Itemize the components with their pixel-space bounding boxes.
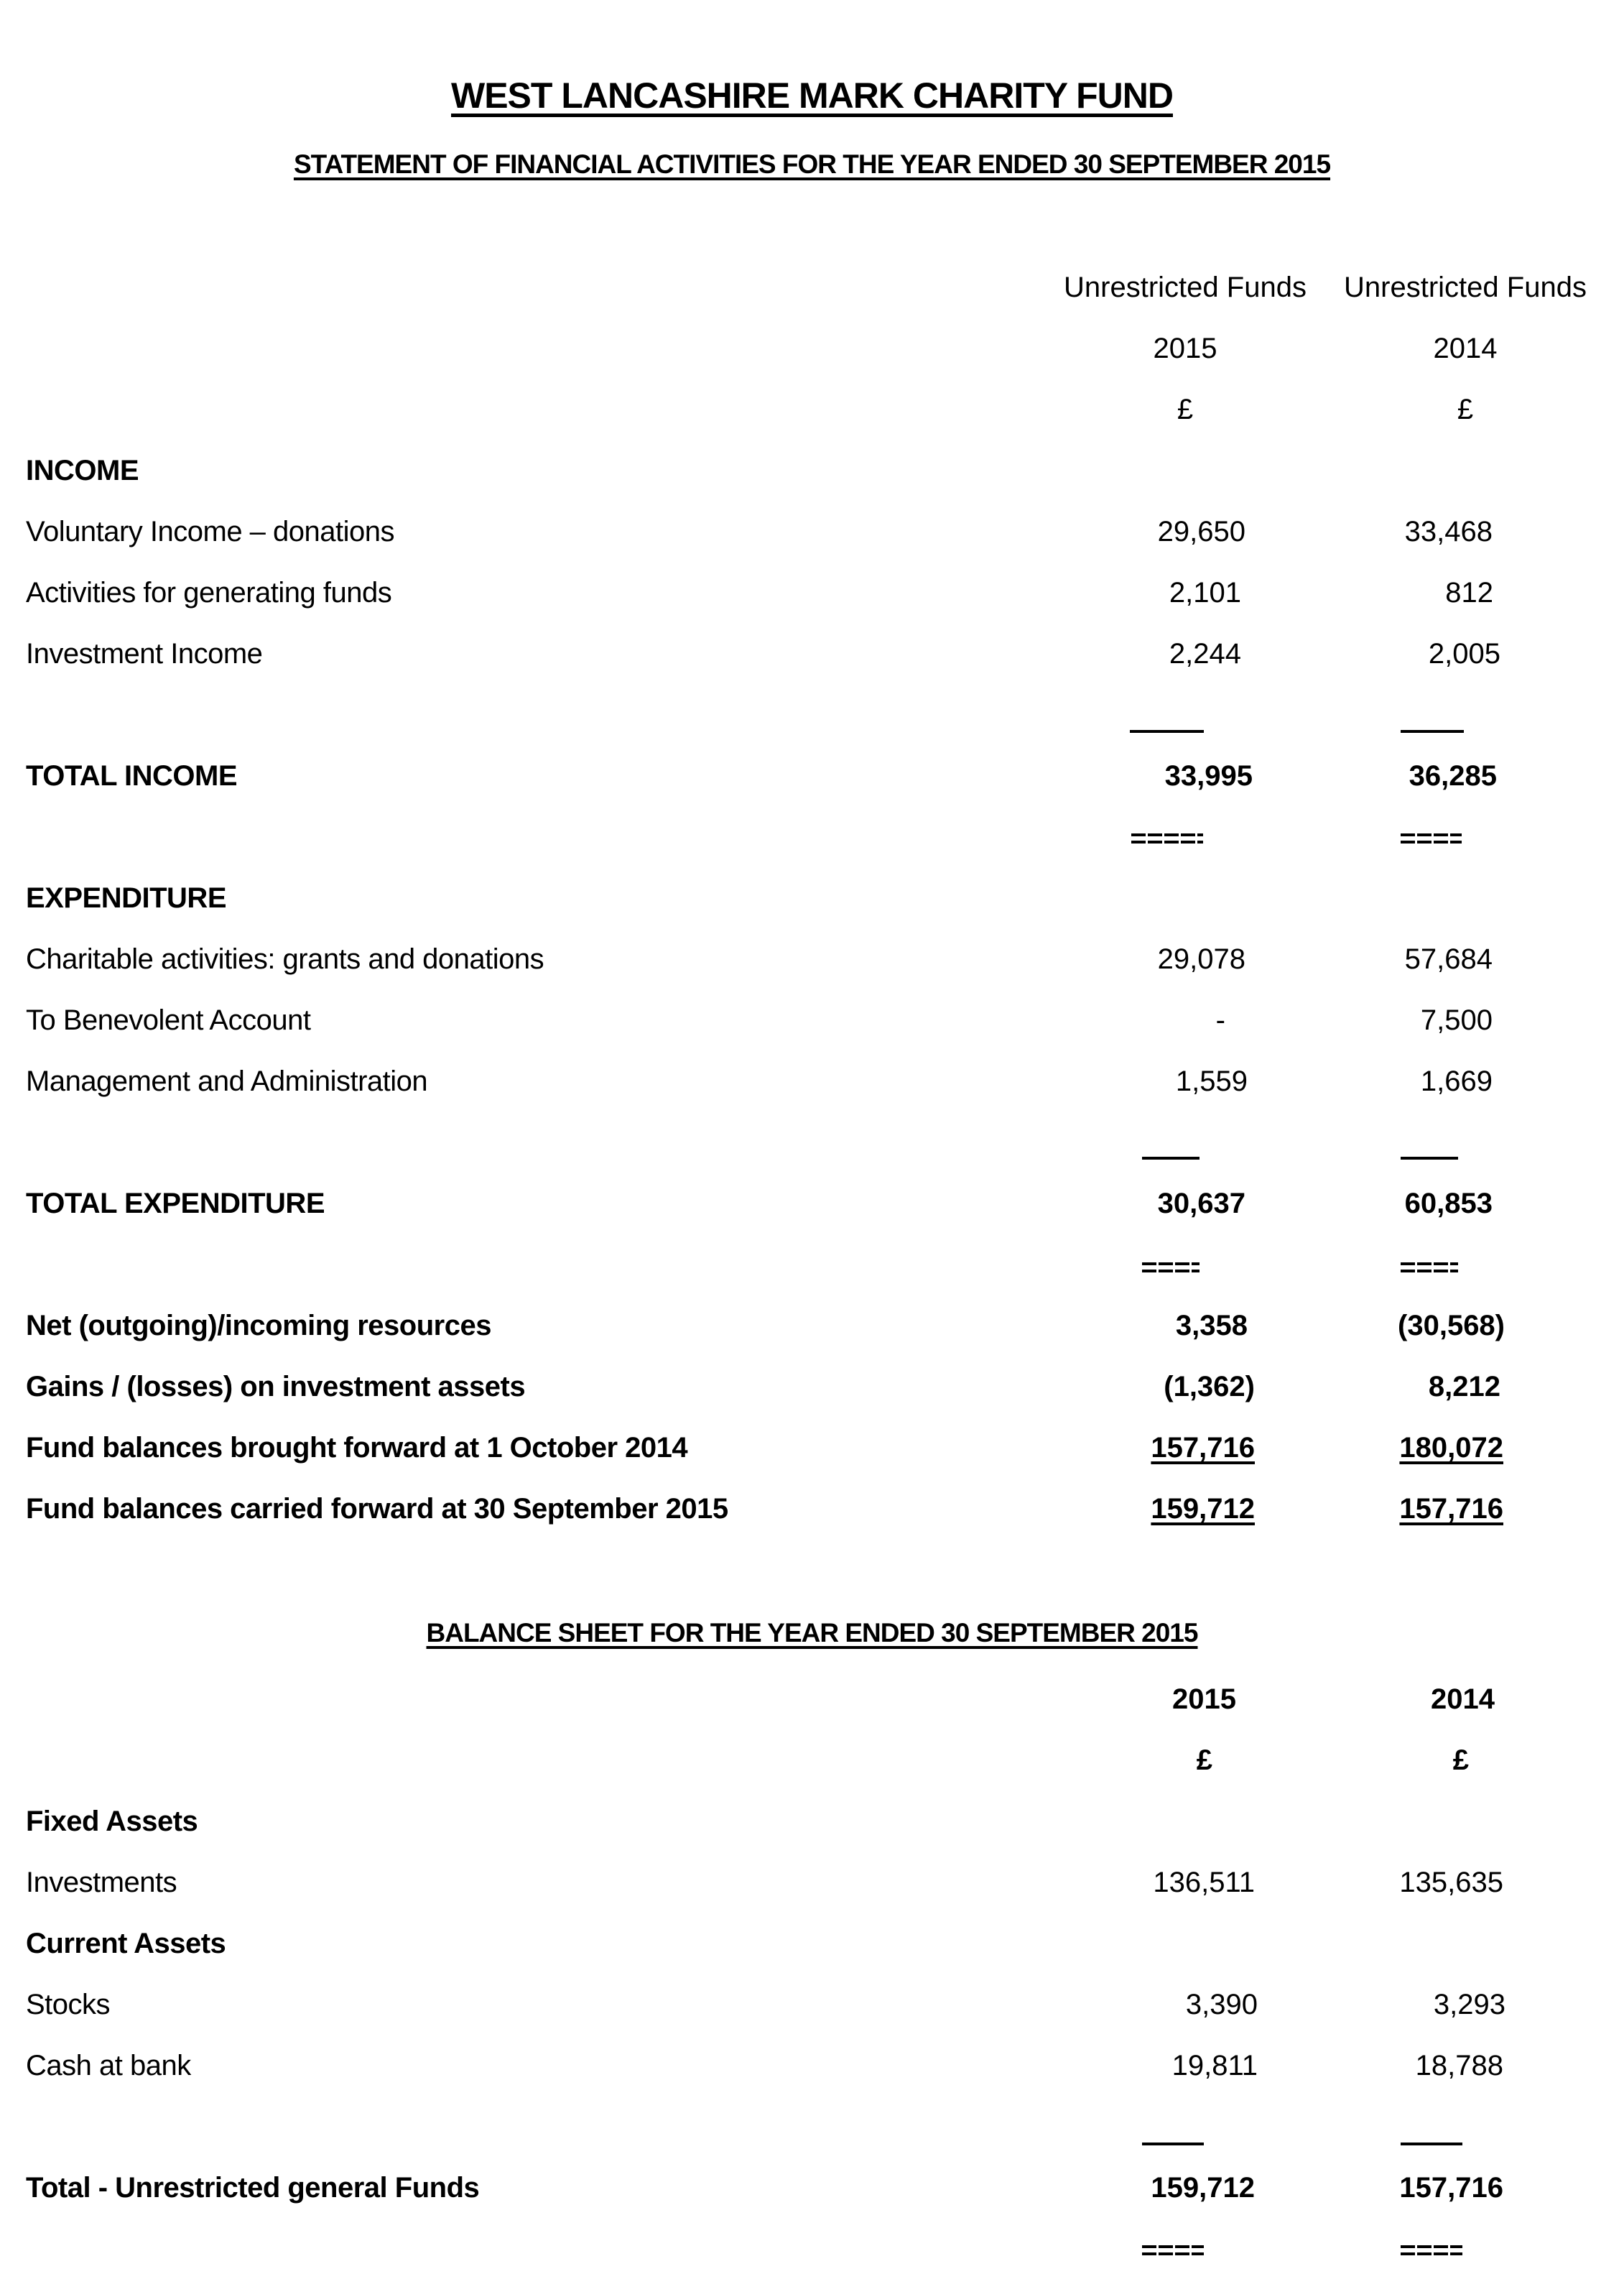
value-2015: 3,358 <box>1175 1310 1248 1341</box>
row-label: Investment Income <box>26 638 263 670</box>
expenditure-heading-row <box>0 877 1624 920</box>
table-row <box>0 999 1624 1042</box>
year-2014-header: 2014 <box>1433 333 1498 364</box>
table-row <box>0 1983 1624 2026</box>
sofa-column-year-header <box>0 327 1624 370</box>
value-2015: 2,244 <box>1169 638 1241 670</box>
row-label: Stocks <box>26 1989 111 2020</box>
value-2015: 157,716 <box>1151 1432 1255 1464</box>
table-row <box>0 2044 1624 2087</box>
fund-2015-header: Unrestricted Funds <box>1064 272 1307 303</box>
total-expenditure-2014: 60,853 <box>1404 1188 1493 1219</box>
value-2014: 33,468 <box>1404 516 1493 547</box>
total-expenditure-row <box>0 1182 1624 1225</box>
bs-year-2014-header: 2014 <box>1431 1683 1495 1715</box>
row-label: Charitable activities: grants and donations <box>26 943 544 975</box>
summary-row-net-resources <box>0 1304 1624 1347</box>
summary-row-brought-forward <box>0 1426 1624 1469</box>
subtotal-rule-2015 <box>1142 1157 1200 1160</box>
total-2014: 157,716 <box>1399 2172 1503 2204</box>
row-label: Gains / (losses) on investment assets <box>26 1371 526 1402</box>
subtotal-rule-2015 <box>1142 2143 1204 2145</box>
currency-2015-header: £ <box>1177 394 1194 425</box>
document-title: WEST LANCASHIRE MARK CHARITY FUND <box>451 75 1173 116</box>
total-2015: 159,712 <box>1151 2172 1255 2204</box>
summary-row-gains-losses <box>0 1365 1624 1408</box>
table-row <box>0 632 1624 675</box>
row-label: Management and Administration <box>26 1066 428 1097</box>
value-2015: 19,811 <box>1171 2050 1258 2081</box>
value-2014: 1,669 <box>1420 1066 1493 1097</box>
table-row <box>0 938 1624 981</box>
fixed-assets-heading: Fixed Assets <box>26 1806 198 1837</box>
sofa-column-currency-header <box>0 388 1624 431</box>
table-row <box>0 1861 1624 1904</box>
balance-sheet-title: BALANCE SHEET FOR THE YEAR ENDED 30 SEPTEMBER 2015 <box>426 1618 1198 1647</box>
value-2015: 3,390 <box>1185 1989 1258 2020</box>
subtotal-rule-2014 <box>1401 2143 1462 2145</box>
double-rule-2014 <box>1401 1262 1458 1272</box>
bs-column-year-header <box>0 1678 1624 1721</box>
value-2015: 2,101 <box>1169 577 1241 609</box>
summary-row-carried-forward <box>0 1487 1624 1530</box>
value-2014: 180,072 <box>1399 1432 1503 1464</box>
double-rule-2015 <box>1142 1262 1200 1272</box>
value-2015: 29,650 <box>1157 516 1245 547</box>
total-income-2015: 33,995 <box>1164 760 1253 792</box>
subtotal-rule-2014 <box>1401 730 1464 733</box>
row-label: Investments <box>26 1867 177 1898</box>
row-label: Net (outgoing)/incoming resources <box>26 1310 491 1341</box>
value-2014: 157,716 <box>1399 1493 1503 1525</box>
row-label: Fund balances brought forward at 1 October 2014 <box>26 1432 688 1464</box>
expenditure-heading: EXPENDITURE <box>26 882 226 914</box>
table-row <box>0 510 1624 553</box>
total-expenditure-label: TOTAL EXPENDITURE <box>26 1188 325 1219</box>
subtotal-rule-2015 <box>1130 730 1204 733</box>
value-2015: 136,511 <box>1153 1867 1255 1898</box>
bs-currency-2015-header: £ <box>1196 1744 1212 1776</box>
double-rule-2014 <box>1401 2245 1462 2255</box>
total-income-label: TOTAL INCOME <box>26 760 237 792</box>
fund-2014-header: Unrestricted Funds <box>1344 272 1587 303</box>
row-label: Fund balances carried forward at 30 September 2015 <box>26 1493 728 1525</box>
subtotal-rule-2014 <box>1401 1157 1458 1160</box>
value-2014: 57,684 <box>1404 943 1493 975</box>
bs-column-currency-header <box>0 1739 1624 1782</box>
row-label: To Benevolent Account <box>26 1004 311 1036</box>
income-heading: INCOME <box>26 455 139 486</box>
currency-2014-header: £ <box>1457 394 1474 425</box>
row-label: Cash at bank <box>26 2050 191 2081</box>
value-2014: 7,500 <box>1420 1004 1493 1036</box>
value-2015: (1,362) <box>1164 1371 1255 1402</box>
table-row <box>0 571 1624 614</box>
row-label: Voluntary Income – donations <box>26 516 395 547</box>
sofa-column-fund-header <box>0 266 1624 309</box>
income-heading-row <box>0 449 1624 492</box>
table-row <box>0 1060 1624 1103</box>
fixed-assets-heading-row <box>0 1800 1624 1843</box>
bs-year-2015-header: 2015 <box>1172 1683 1236 1715</box>
value-2014: 3,293 <box>1433 1989 1505 2020</box>
value-2015: - <box>1215 1004 1225 1036</box>
value-2014: 135,635 <box>1399 1867 1503 1898</box>
double-rule-2015 <box>1142 2245 1204 2255</box>
value-2015: 1,559 <box>1175 1066 1248 1097</box>
total-unrestricted-funds-label: Total - Unrestricted general Funds <box>26 2172 480 2204</box>
value-2014: (30,568) <box>1398 1310 1505 1341</box>
total-unrestricted-funds-row <box>0 2166 1624 2209</box>
current-assets-heading-row <box>0 1922 1624 1965</box>
double-rule-2015 <box>1131 833 1203 843</box>
sofa-title: STATEMENT OF FINANCIAL ACTIVITIES FOR THE YEAR ENDED 30 SEPTEMBER 2015 <box>293 149 1331 179</box>
total-income-2014: 36,285 <box>1409 760 1497 792</box>
current-assets-heading: Current Assets <box>26 1928 226 1959</box>
total-income-row <box>0 754 1624 798</box>
value-2014: 812 <box>1445 577 1493 609</box>
year-2015-header: 2015 <box>1153 333 1217 364</box>
double-rule-2014 <box>1401 833 1462 843</box>
bs-currency-2014-header: £ <box>1452 1744 1469 1776</box>
value-2014: 18,788 <box>1415 2050 1503 2081</box>
row-label: Activities for generating funds <box>26 577 392 609</box>
total-expenditure-2015: 30,637 <box>1157 1188 1245 1219</box>
value-2014: 8,212 <box>1428 1371 1500 1402</box>
value-2015: 159,712 <box>1151 1493 1255 1525</box>
value-2015: 29,078 <box>1157 943 1245 975</box>
value-2014: 2,005 <box>1428 638 1500 670</box>
